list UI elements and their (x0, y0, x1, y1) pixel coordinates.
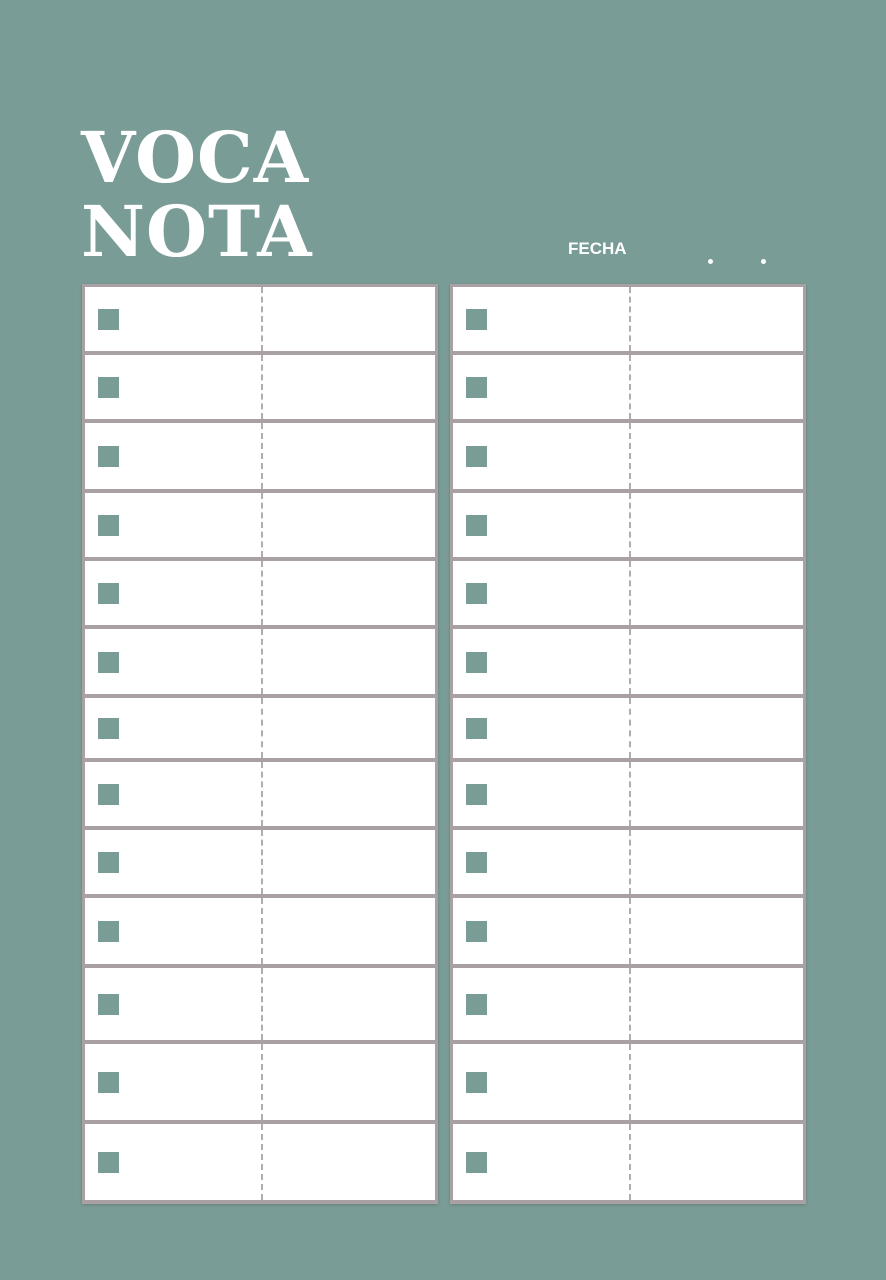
dashed-divider (261, 629, 263, 694)
dashed-divider (261, 423, 263, 489)
dashed-divider (261, 762, 263, 826)
dashed-divider (629, 287, 631, 351)
vocab-row[interactable] (453, 561, 803, 625)
row-checkbox[interactable] (466, 583, 487, 604)
vocab-row[interactable] (85, 493, 435, 557)
row-checkbox[interactable] (466, 309, 487, 330)
row-checkbox[interactable] (98, 784, 119, 805)
vocab-row[interactable] (453, 1124, 803, 1200)
dashed-divider (261, 968, 263, 1040)
vocab-row[interactable] (85, 968, 435, 1040)
row-checkbox[interactable] (98, 718, 119, 739)
dashed-divider (261, 287, 263, 351)
vocabulary-column-right (450, 284, 806, 1204)
vocab-row[interactable] (85, 830, 435, 894)
dashed-divider (261, 493, 263, 557)
dashed-divider (629, 762, 631, 826)
row-checkbox[interactable] (98, 1072, 119, 1093)
dashed-divider (629, 898, 631, 964)
dashed-divider (629, 1044, 631, 1120)
vocab-row[interactable] (453, 762, 803, 826)
vocab-row[interactable] (453, 968, 803, 1040)
vocab-row[interactable] (85, 287, 435, 351)
row-checkbox[interactable] (466, 784, 487, 805)
dashed-divider (629, 355, 631, 419)
row-checkbox[interactable] (98, 377, 119, 398)
dashed-divider (261, 830, 263, 894)
dashed-divider (261, 561, 263, 625)
vocab-row[interactable] (453, 830, 803, 894)
row-checkbox[interactable] (466, 921, 487, 942)
dashed-divider (261, 1044, 263, 1120)
vocab-row[interactable] (85, 698, 435, 758)
row-checkbox[interactable] (98, 515, 119, 536)
row-checkbox[interactable] (466, 1072, 487, 1093)
dashed-divider (629, 561, 631, 625)
vocab-row[interactable] (453, 1044, 803, 1120)
vocabulary-column-left (82, 284, 438, 1204)
row-checkbox[interactable] (98, 309, 119, 330)
vocab-row[interactable] (453, 898, 803, 964)
row-checkbox[interactable] (466, 652, 487, 673)
vocab-row[interactable] (453, 629, 803, 694)
row-checkbox[interactable] (466, 994, 487, 1015)
title-line-2: NOTA (81, 190, 313, 273)
dashed-divider (261, 698, 263, 758)
dashed-divider (629, 423, 631, 489)
date-separator-dot (708, 259, 713, 264)
vocab-row[interactable] (85, 423, 435, 489)
dashed-divider (629, 968, 631, 1040)
vocab-row[interactable] (453, 698, 803, 758)
dashed-divider (629, 629, 631, 694)
row-checkbox[interactable] (466, 718, 487, 739)
date-label: FECHA (568, 239, 627, 258)
vocab-row[interactable] (453, 423, 803, 489)
row-checkbox[interactable] (466, 852, 487, 873)
row-checkbox[interactable] (466, 446, 487, 467)
row-checkbox[interactable] (98, 852, 119, 873)
row-checkbox[interactable] (98, 994, 119, 1015)
dashed-divider (261, 355, 263, 419)
vocab-row[interactable] (453, 493, 803, 557)
vocab-row[interactable] (85, 898, 435, 964)
dashed-divider (261, 898, 263, 964)
row-checkbox[interactable] (466, 1152, 487, 1173)
dashed-divider (629, 1124, 631, 1200)
vocab-row[interactable] (85, 561, 435, 625)
vocab-row[interactable] (85, 629, 435, 694)
row-checkbox[interactable] (98, 583, 119, 604)
dashed-divider (261, 1124, 263, 1200)
dashed-divider (629, 493, 631, 557)
date-separator-dot (761, 259, 766, 264)
row-checkbox[interactable] (466, 377, 487, 398)
vocab-row[interactable] (85, 355, 435, 419)
dashed-divider (629, 698, 631, 758)
dashed-divider (629, 830, 631, 894)
vocab-row[interactable] (453, 355, 803, 419)
row-checkbox[interactable] (98, 921, 119, 942)
vocab-row[interactable] (85, 1124, 435, 1200)
vocab-row[interactable] (453, 287, 803, 351)
row-checkbox[interactable] (466, 515, 487, 536)
title-line-1: VOCA (81, 116, 310, 199)
row-checkbox[interactable] (98, 1152, 119, 1173)
vocab-row[interactable] (85, 762, 435, 826)
row-checkbox[interactable] (98, 652, 119, 673)
vocab-row[interactable] (85, 1044, 435, 1120)
row-checkbox[interactable] (98, 446, 119, 467)
